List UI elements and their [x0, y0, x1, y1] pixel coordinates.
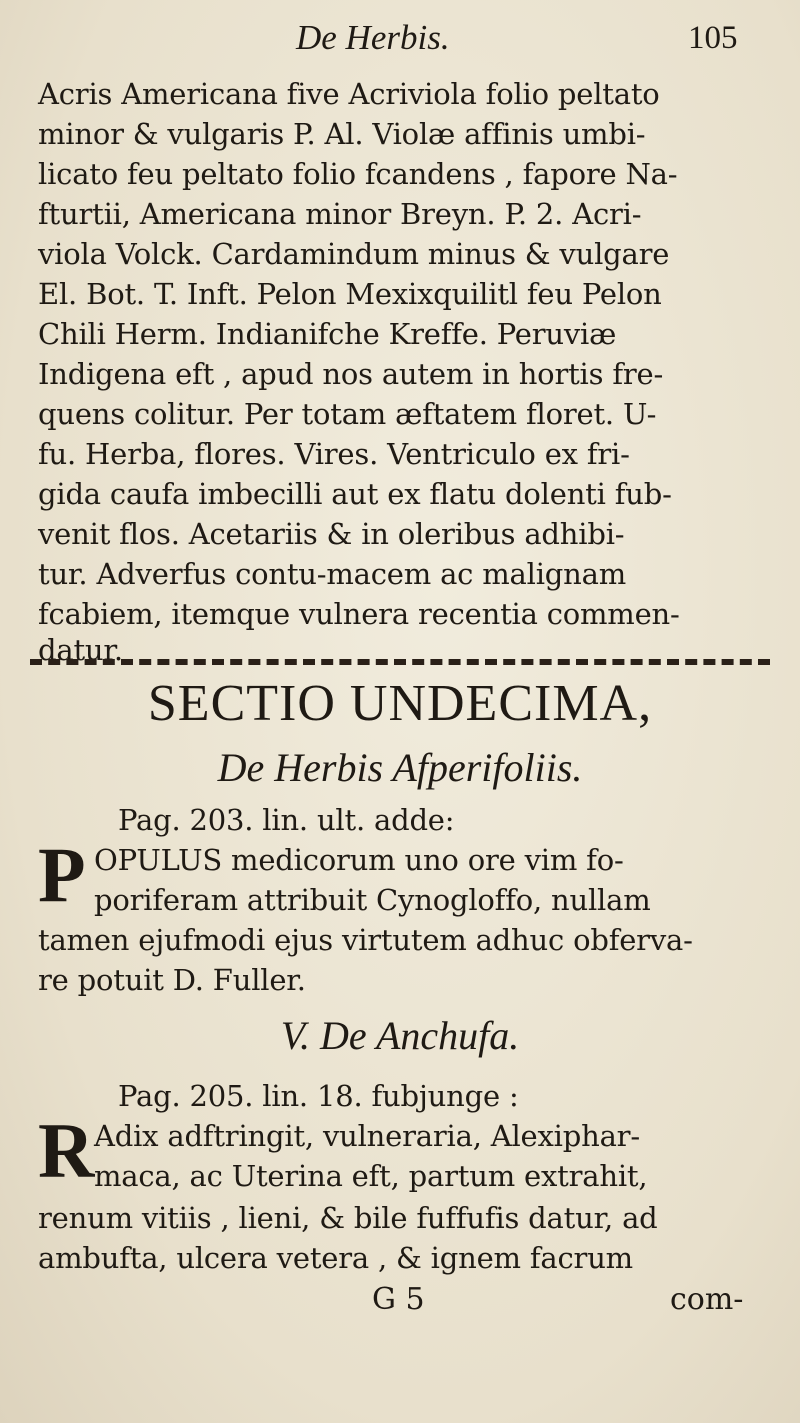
signature-mark: G 5	[372, 1282, 425, 1317]
text-line: Adix adftringit, vulneraria, Alexiphar-	[94, 1119, 640, 1153]
drop-cap: R	[38, 1107, 95, 1194]
text-line: Acris Americana five Acriviola folio peltato	[38, 77, 660, 111]
text-line: fturtii, Americana minor Breyn. P. 2. Acri-	[38, 197, 642, 231]
text-line: minor & vulgaris P. Al. Violæ affinis umbi-	[38, 117, 646, 151]
page-reference: Pag. 203. lin. ult. adde:	[118, 803, 455, 837]
text-line: renum vitiis , lieni, & bile fuffufis datur, ad	[38, 1201, 658, 1235]
text-line: OPULUS medicorum uno ore vim fo-	[94, 843, 624, 877]
text-line: fu. Herba, flores. Vires. Ventriculo ex fri-	[38, 437, 630, 471]
running-head	[0, 16, 800, 60]
text-line: datur.	[38, 633, 123, 667]
page-reference: Pag. 205. lin. 18. fubjunge :	[118, 1079, 519, 1113]
text-line: quens colitur. Per totam æftatem floret. U-	[38, 397, 657, 431]
catchword: com-	[670, 1282, 744, 1317]
text-line: Indigena eft , apud nos autem in hortis fre-	[38, 357, 664, 391]
text-line: Chili Herm. Indianifche Kreffe. Peruviæ	[38, 317, 617, 351]
drop-cap: P	[38, 831, 86, 918]
section-heading: SECTIO UNDECIMA,	[147, 675, 653, 732]
entry-title: V. De Anchufa.	[280, 1013, 520, 1058]
page-number: 105	[688, 20, 738, 56]
ornamental-rule	[30, 659, 770, 665]
running-title: De Herbis.	[296, 18, 450, 57]
text-line: ambufta, ulcera vetera , & ignem facrum	[38, 1241, 633, 1275]
text-line: tur. Adverfus contu-macem ac malignam	[38, 557, 627, 591]
text-line: El. Bot. T. Inft. Pelon Mexixquilitl feu Pelon	[38, 277, 662, 311]
section-subheading: De Herbis Afperifoliis.	[217, 745, 583, 790]
text-line: maca, ac Uterina eft, partum extrahit,	[94, 1159, 648, 1193]
text-line: re potuit D. Fuller.	[38, 963, 306, 997]
text-line: venit flos. Acetariis & in oleribus adhibi-	[38, 517, 625, 551]
text-line: gida caufa imbecilli aut ex flatu dolenti fub-	[38, 477, 672, 511]
text-line: fcabiem, itemque vulnera recentia commen-	[38, 597, 680, 631]
text-line: viola Volck. Cardamindum minus & vulgare	[38, 237, 670, 271]
text-line: poriferam attribuit Cynogloffo, nullam	[94, 883, 651, 917]
text-line: tamen ejufmodi ejus virtutem adhuc obferva-	[38, 923, 693, 957]
text-line: licato feu peltato folio fcandens , fapore Na-	[38, 157, 678, 191]
